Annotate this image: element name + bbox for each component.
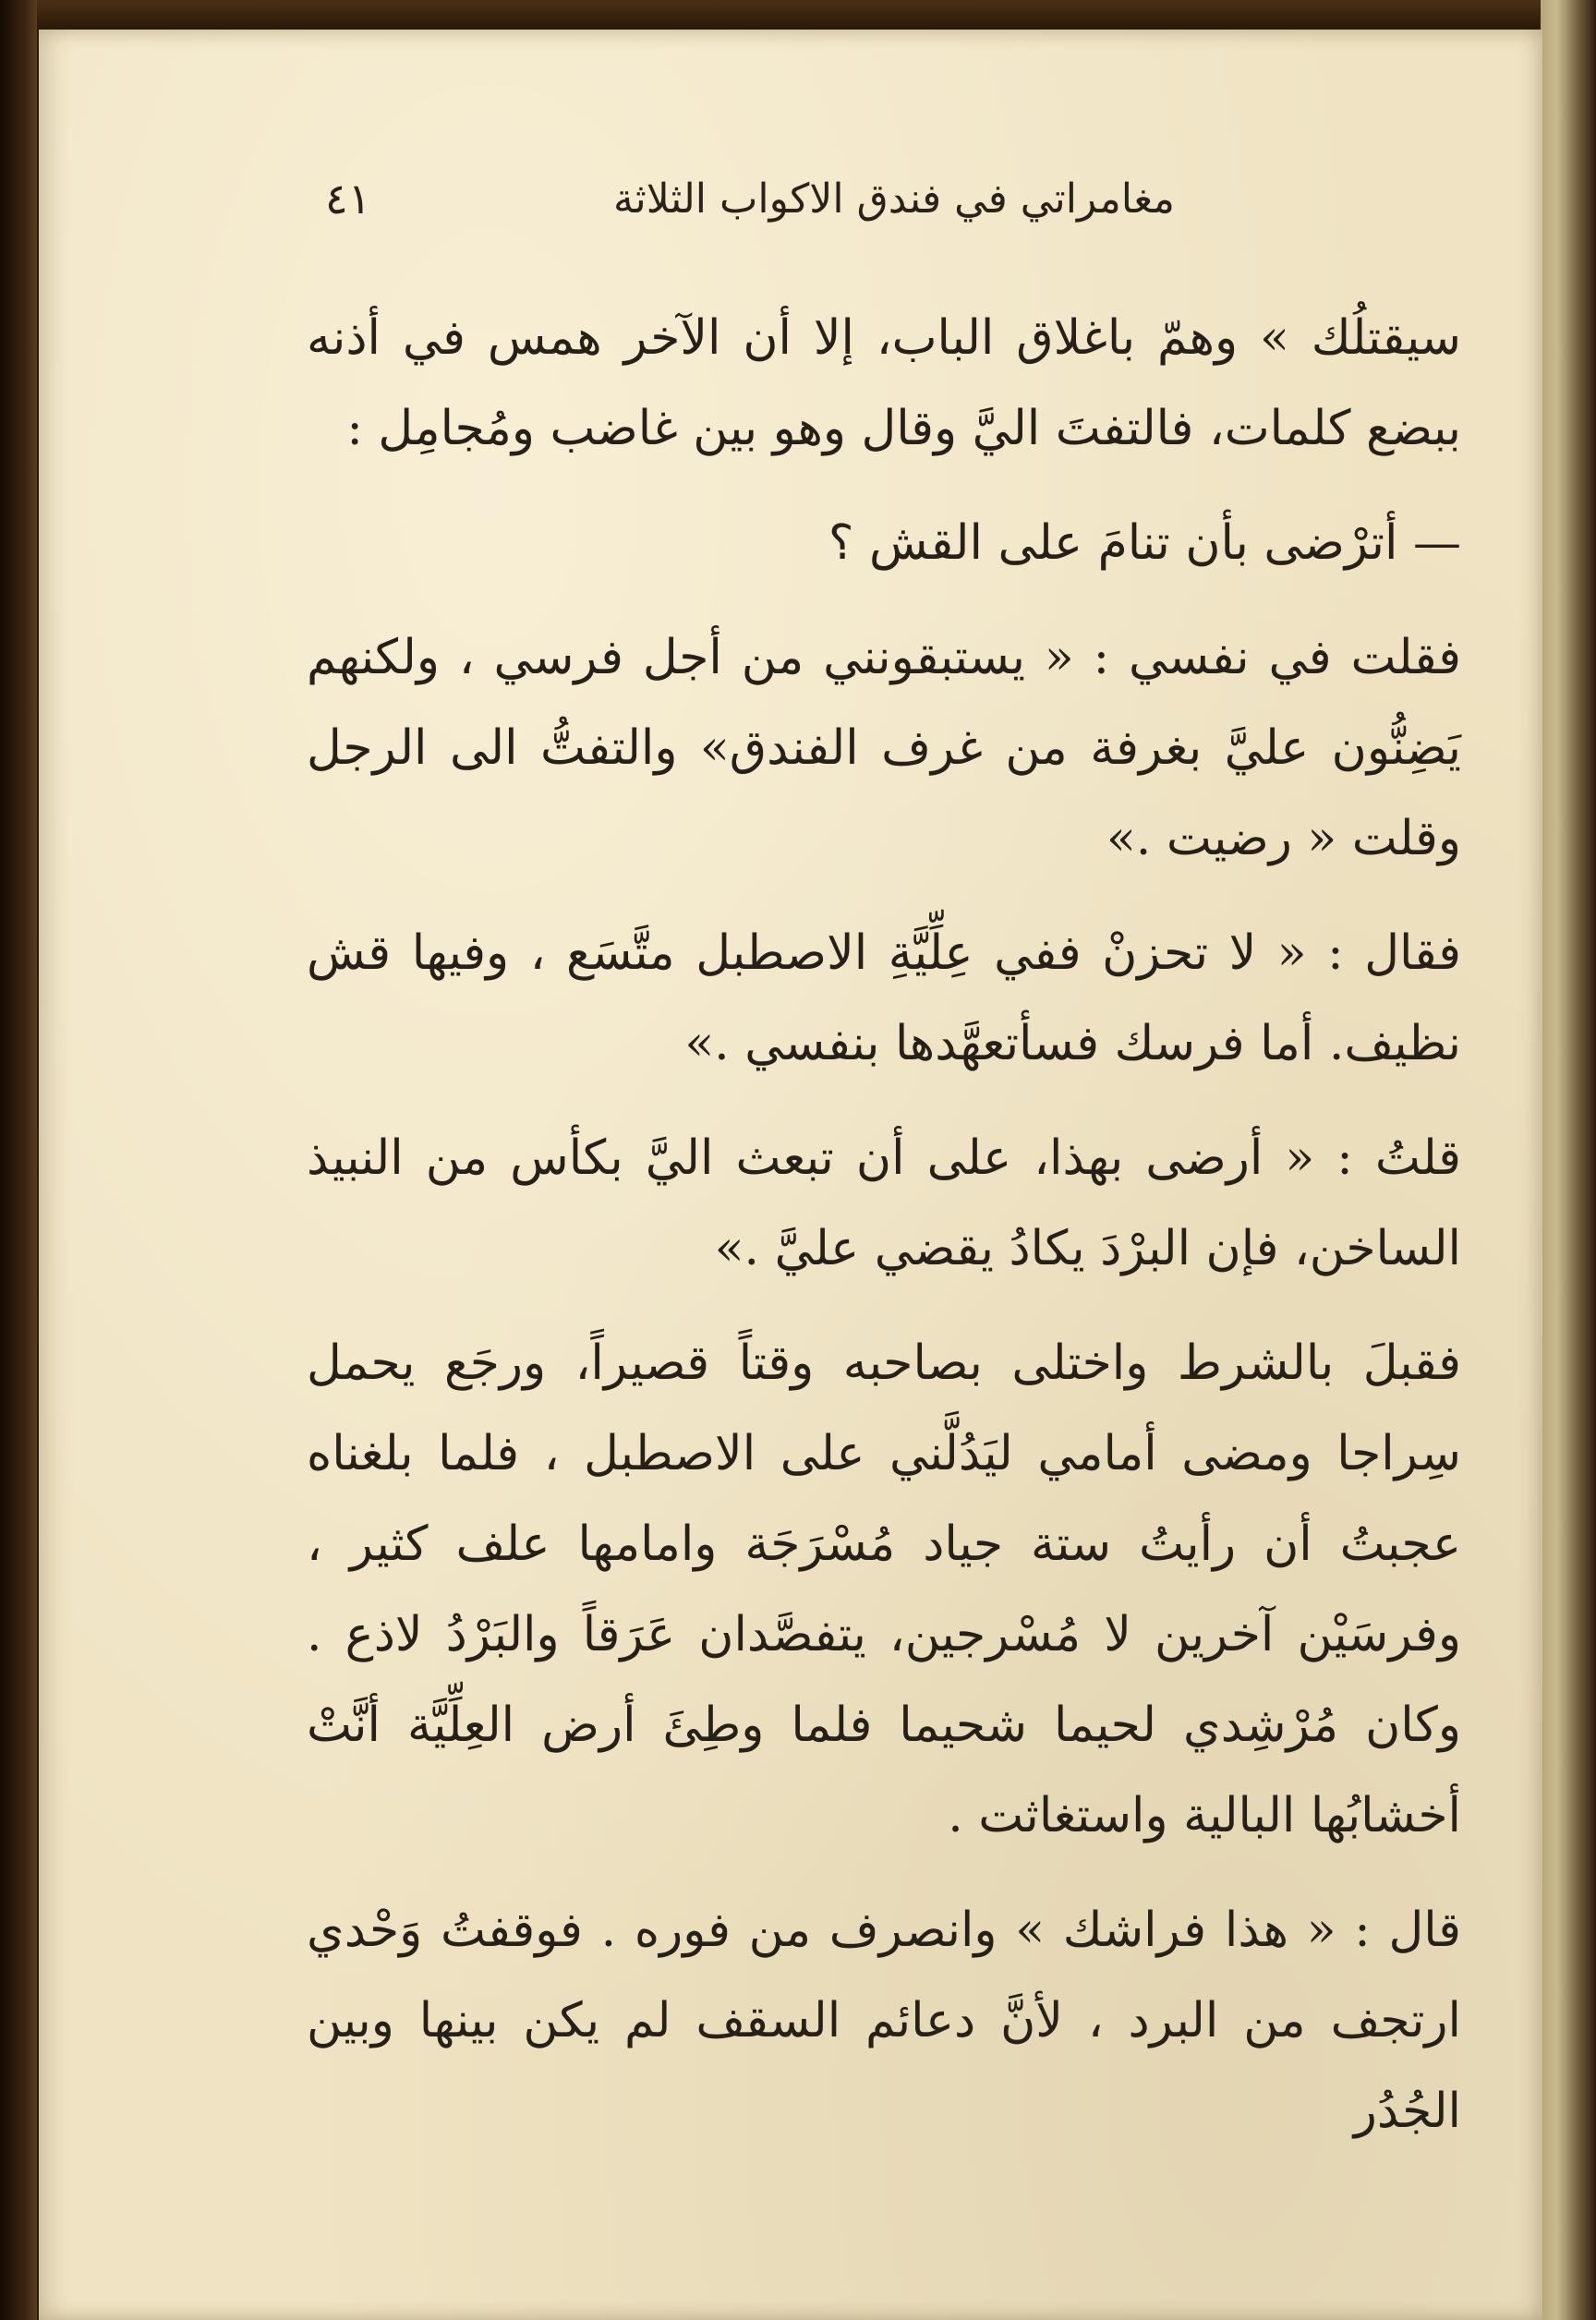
book-spine-edge [0, 0, 37, 2320]
page-fore-edge [1541, 0, 1596, 2320]
scan-top-border [0, 0, 1596, 28]
running-title: مغامراتي في فندق الاكواب الثلاثة [612, 175, 1175, 223]
paragraph: فقلت في نفسي : « يستبقونني من أجل فرسي ، ولكنهم يَضِنُّون عليَّ بغرفة من غرف الفندق» والتفتُّ الى الرجل وقلت « رضيت .» [307, 630, 1461, 866]
body-text [307, 293, 1461, 2181]
paragraph: سيقتلُك » وهمّ باغلاق الباب، إلا أن الآخر همس في أذنه ببضع كلمات، فالتفتَ اليَّ وقال وهو بين غاضب ومُجامِل : [307, 310, 1461, 456]
page-header [325, 168, 1175, 242]
book-page [39, 30, 1542, 2320]
paragraph: فقبلَ بالشرط واختلى بصاحبه وقتاً قصيراً، ورجَع يحمل سِراجا ومضى أمامي ليَدُلَّني على الاصطبل ، فلما بلغناه عجبتُ أن رأيتُ ستة جياد مُسْرَجَة وامامها علف كثير ، وفرسَيْن آخرين لا مُسْرجين، يتفصَّدان عَرَقاً والبَرْدُ لاذع . وكان مُرْشِدي لحيما شحيما فلما وطِئَ أرض العِلِّيَّة أنَّتْ أخشابُها البالية واستغاثت . [307, 1335, 1461, 1843]
paragraph: — أترْضى بأن تنامَ على القش ؟ [828, 515, 1461, 571]
page-number: ٤١ [325, 174, 371, 224]
paragraph: قال : « هذا فراشك » وانصرف من فوره . فوقفتُ وَحْدي ارتجف من البرد ، لأنَّ دعائم السقف لم يكن بينها وبين الجُدُر [307, 1903, 1461, 2139]
paragraph: قلتُ : « أرضى بهذا، على أن تبعث اليَّ بكأس من النبيذ الساخن، فإن البرْدَ يكادُ يقضي عليَّ .» [307, 1130, 1461, 1276]
paragraph: فقال : « لا تحزنْ ففي عِلِّيَّةِ الاصطبل متَّسَع ، وفيها قش نظيف. أما فرسك فسأتعهَّدها بنفسي .» [307, 925, 1461, 1071]
